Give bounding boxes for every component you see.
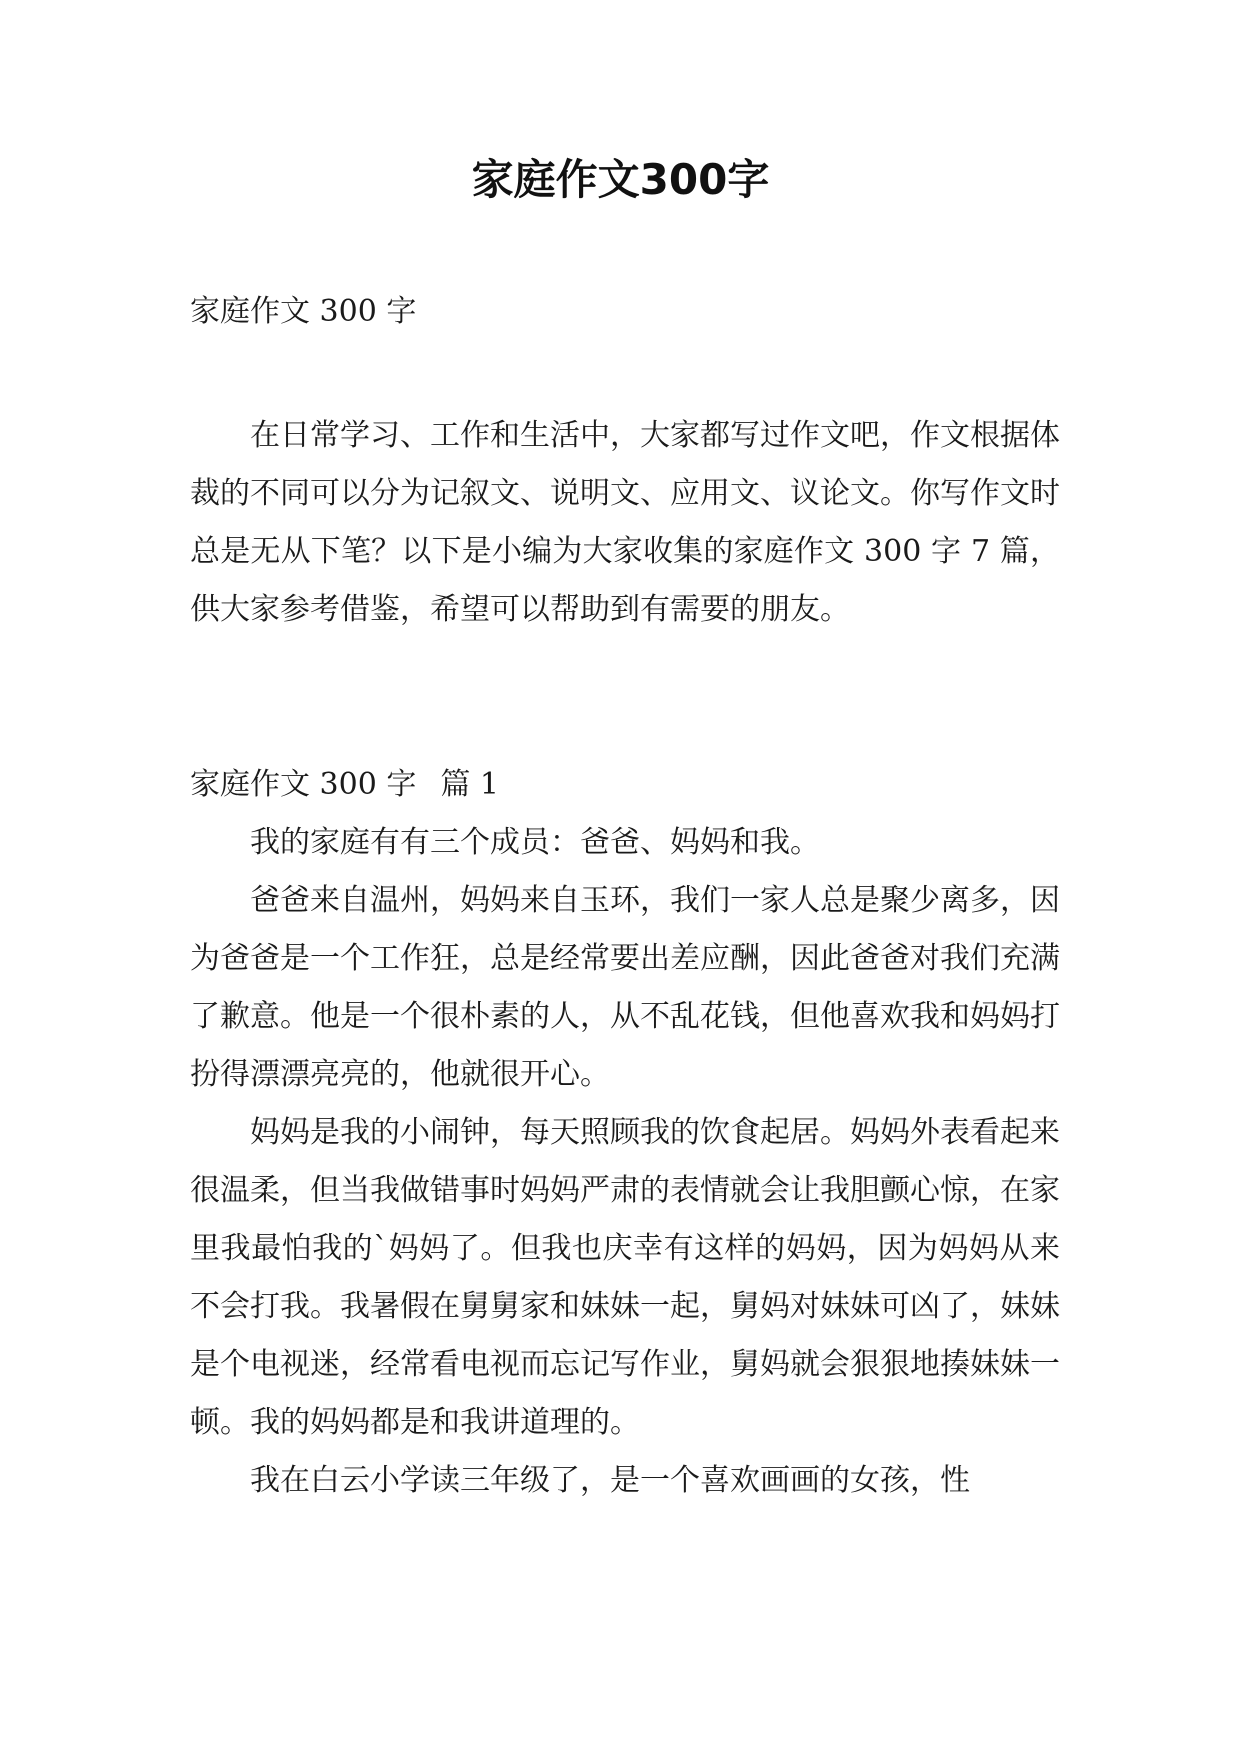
essay-paragraph: 妈妈是我的小闹钟，每天照顾我的饮食起居。妈妈外表看起来很温柔，但当我做错事时妈妈严肃的表情就会让我胆颤心惊，在家里我最怕我的`妈妈了。但我也庆幸有这样的妈妈，因为妈妈从来不会打我。我暑假在舅舅家和妹妹一起，舅妈对妹妹可凶了，妹妹是个电视迷，经常看电视而忘记写作业，舅妈就会狠狠地揍妹妹一顿。我的妈妈都是和我讲道理的。 [190, 1115, 1060, 1440]
intro-paragraph: 在日常学习、工作和生活中，大家都写过作文吧，作文根据体裁的不同可以分为记叙文、说明文、应用文、议论文。你写作文时总是无从下笔？以下是小编为大家收集的家庭作文 300 字 7 篇，供大家参考借鉴，希望可以帮助到有需要的朋友。 [190, 418, 1060, 627]
section-heading [190, 756, 1060, 814]
intro-block [190, 407, 1060, 639]
document-subtitle: 家庭作文 300 字 [190, 294, 417, 329]
essay-paragraph: 我在白云小学读三年级了，是一个喜欢画画的女孩，性 [250, 1463, 970, 1498]
essay-paragraph: 爸爸来自温州，妈妈来自玉环，我们一家人总是聚少离多，因为爸爸是一个工作狂，总是经常要出差应酬，因此爸爸对我们充满了歉意。他是一个很朴素的人，从不乱花钱，但他喜欢我和妈妈打扮得漂漂亮亮的，他就很开心。 [190, 883, 1060, 1092]
section-heading-text: 家庭作文 300 字 [190, 767, 417, 802]
essay-section [190, 756, 1060, 1510]
document-title: 家庭作文300字 [471, 155, 770, 204]
essay-paragraph: 我的家庭有有三个成员：爸爸、妈妈和我。 [250, 825, 820, 860]
section-part-label: 篇 1 [440, 767, 499, 802]
